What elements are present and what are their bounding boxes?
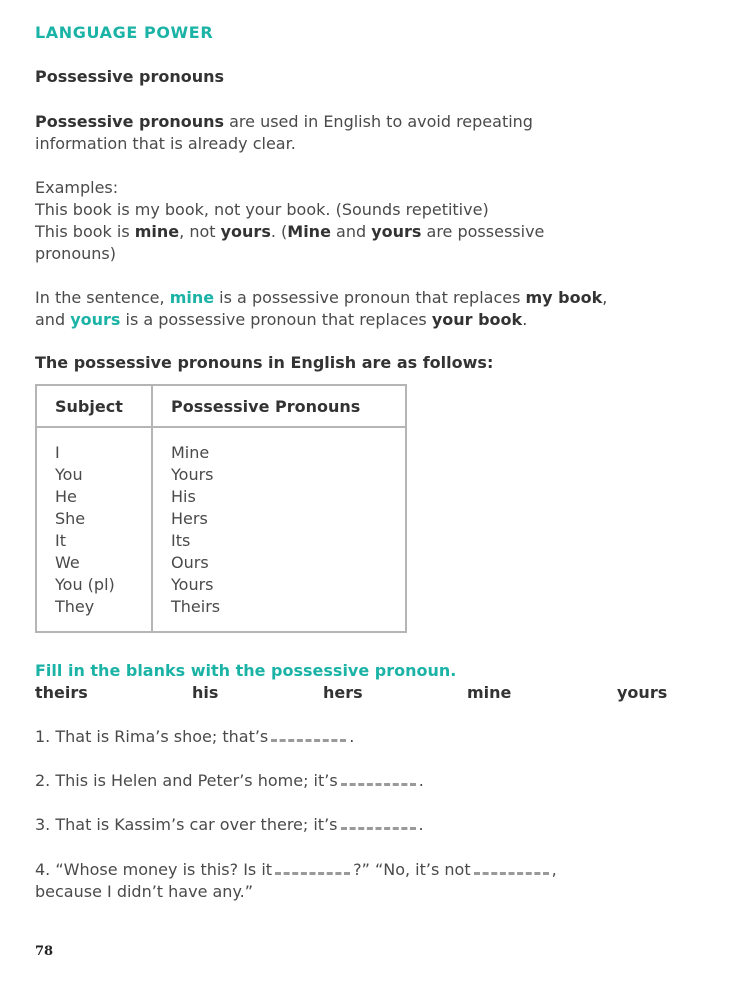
pronoun-table bbox=[35, 384, 407, 633]
intro-term: Possessive pronouns bbox=[35, 112, 225, 131]
example-line-1: This book is my book, not your book. (Sounds repetitive) bbox=[35, 200, 489, 219]
pronoun-cell: Ours bbox=[171, 553, 209, 572]
example-line-3: pronouns) bbox=[35, 244, 116, 263]
subject-cell: You (pl) bbox=[55, 575, 115, 594]
intro-text: are used in English to avoid repeating bbox=[224, 112, 533, 131]
page-number: 78 bbox=[35, 944, 54, 959]
table-title: The possessive pronouns in English are as follows: bbox=[35, 353, 494, 372]
question-3: 3. That is Kassim’s car over there; it’s . bbox=[35, 815, 424, 834]
highlight-yours: yours bbox=[70, 310, 121, 329]
subject-cell: We bbox=[55, 553, 80, 572]
question-2: 2. This is Helen and Peter’s home; it’s . bbox=[35, 771, 424, 790]
pronoun-cell: His bbox=[171, 487, 196, 506]
pronoun-cell: Hers bbox=[171, 509, 208, 528]
blank-4a[interactable] bbox=[275, 863, 350, 875]
table-header-row bbox=[36, 385, 406, 427]
blank-2[interactable] bbox=[341, 774, 416, 786]
header-subject: Subject bbox=[36, 385, 152, 427]
blank-4b[interactable] bbox=[474, 863, 549, 875]
pronoun-cell: Yours bbox=[171, 575, 214, 594]
word-bank-item: his bbox=[192, 683, 219, 702]
word-bank-item: hers bbox=[323, 683, 363, 702]
section-heading: LANGUAGE POWER bbox=[35, 23, 214, 42]
pronoun-column bbox=[152, 427, 406, 632]
word-bank-item: theirs bbox=[35, 683, 88, 702]
examples-label: Examples: bbox=[35, 178, 119, 197]
subject-cell: She bbox=[55, 509, 86, 528]
examples-block bbox=[35, 177, 544, 265]
blank-3[interactable] bbox=[341, 818, 416, 830]
subject-cell: He bbox=[55, 487, 77, 506]
table-body-row bbox=[36, 427, 406, 632]
blank-1[interactable] bbox=[271, 730, 346, 742]
pronoun-cell: Its bbox=[171, 531, 191, 550]
header-possessive-pronouns: Possessive Pronouns bbox=[152, 385, 406, 427]
subject-cell: I bbox=[55, 443, 60, 462]
word-bank-item: mine bbox=[467, 683, 512, 702]
word-bank-item: yours bbox=[617, 683, 668, 702]
explanation-paragraph: In the sentence, mine is a possessive pronoun that replaces my book, and yours is a possessive pronoun that replaces your book. bbox=[35, 288, 608, 329]
intro-paragraph bbox=[35, 111, 533, 155]
pronoun-cell: Mine bbox=[171, 443, 210, 462]
question-1: 1. That is Rima’s shoe; that’s . bbox=[35, 727, 355, 746]
subject-cell: It bbox=[55, 531, 66, 550]
pronoun-cell: Yours bbox=[171, 465, 214, 484]
pronoun-cell: Theirs bbox=[171, 597, 221, 616]
subject-cell: You bbox=[55, 465, 83, 484]
question-4: 4. “Whose money is this? Is it ?” “No, it’s not , because I didn’t have any.” bbox=[35, 860, 557, 901]
subject-column bbox=[36, 427, 152, 632]
subheading: Possessive pronouns bbox=[35, 67, 225, 86]
intro-text-line2: information that is already clear. bbox=[35, 134, 296, 153]
subject-cell: They bbox=[55, 597, 95, 616]
example-line-2: This book is mine, not yours. (Mine and yours are possessive bbox=[35, 222, 545, 241]
exercise-title: Fill in the blanks with the possessive pronoun. bbox=[35, 661, 457, 680]
highlight-mine: mine bbox=[169, 288, 215, 307]
